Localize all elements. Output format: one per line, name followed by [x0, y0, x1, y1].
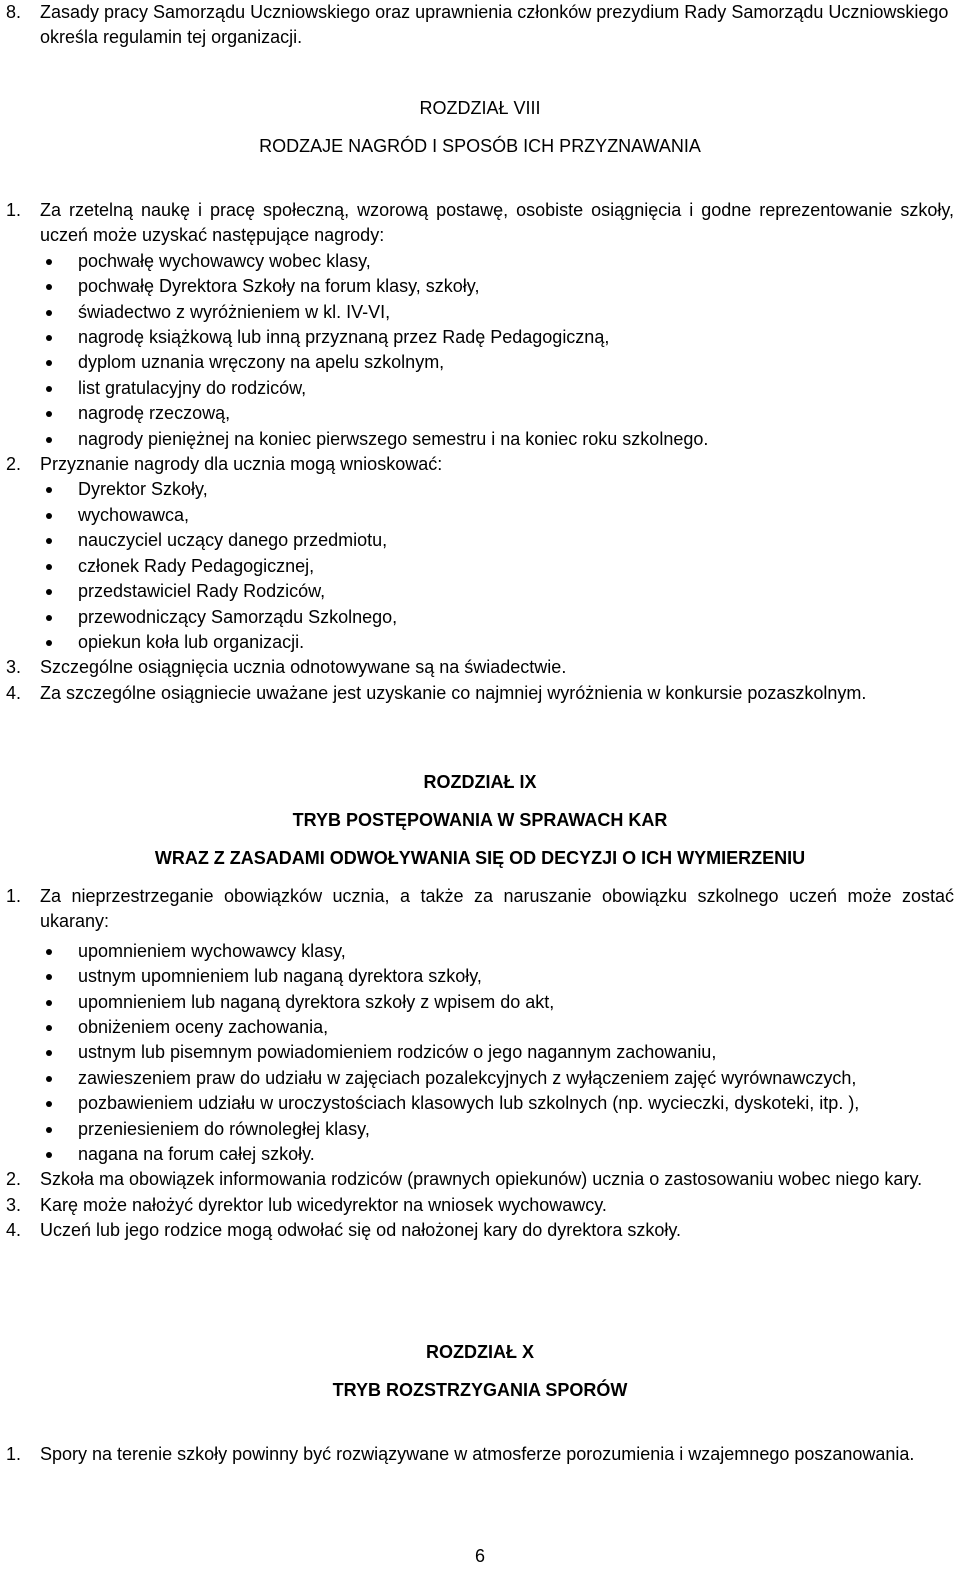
- chapter-8-title: ROZDZIAŁ VIII: [419, 98, 541, 118]
- bullet-item: zawieszeniem praw do udziału w zajęciach pozalekcyjnych z wyłączeniem zajęć wyrównawczych,: [6, 1066, 954, 1091]
- list-item: [6, 655, 954, 680]
- bullet-item: nagana na forum całej szkoły.: [6, 1142, 954, 1167]
- item-text: Za rzetelną naukę i pracę społeczną, wzorową postawę, osobiste osiągnięcia i godne reprezentowanie szkoły, uczeń może uzyskać następujące nagrody:: [40, 200, 954, 246]
- bullet-item: nagrodę książkową lub inną przyznaną przez Radę Pedagogiczną,: [6, 325, 954, 350]
- bullet-item: przewodniczący Samorządu Szkolnego,: [6, 605, 954, 630]
- item-number: 2.: [6, 1169, 22, 1190]
- list-item: [6, 198, 954, 249]
- bullet-item: świadectwo z wyróżnieniem w kl. IV-VI,: [6, 300, 954, 325]
- bullet-item: ustnym upomnieniem lub naganą dyrektora szkoły,: [6, 964, 954, 989]
- item-number: 1.: [6, 1444, 22, 1464]
- list-item: [6, 884, 954, 935]
- item-number: 8.: [6, 2, 22, 22]
- list-item: [6, 452, 954, 477]
- bullet-item: członek Rady Pedagogicznej,: [6, 554, 954, 579]
- list-item: [6, 1167, 954, 1192]
- bullet-item: list gratulacyjny do rodziców,: [6, 376, 954, 401]
- chapter-8-list: [6, 198, 954, 706]
- bullet-list: [6, 249, 954, 452]
- bullet-item: przedstawiciel Rady Rodziców,: [6, 579, 954, 604]
- bullet-item: Dyrektor Szkoły,: [6, 477, 954, 502]
- item-text: Szczególne osiągnięcia ucznia odnotowywane są na świadectwie.: [40, 657, 567, 678]
- item-text: Za szczególne osiągniecie uważane jest uzyskanie co najmniej wyróżnienia w konkursie pozaszkolnym.: [40, 682, 867, 703]
- bullet-list: [6, 939, 954, 1168]
- item-text: Uczeń lub jego rodzice mogą odwołać się od nałożonej kary do dyrektora szkoły.: [40, 1220, 682, 1241]
- item-number: 4.: [6, 1220, 22, 1241]
- bullet-item: nagrody pieniężnej na koniec pierwszego semestru i na koniec roku szkolnego.: [6, 427, 954, 452]
- paragraph-8: [6, 0, 954, 51]
- bullet-item: pochwałę wychowawcy wobec klasy,: [6, 249, 954, 274]
- page-number: 6: [474, 1546, 485, 1566]
- item-text: Za nieprzestrzeganie obowiązków ucznia, a także za naruszanie obowiązku szkolnego uczeń może zostać ukarany:: [40, 886, 954, 932]
- list-item: [6, 681, 954, 706]
- bullet-item: dyplom uznania wręczony na apelu szkolnym,: [6, 350, 954, 375]
- chapter-10-title: ROZDZIAŁ X: [426, 1342, 534, 1362]
- bullet-item: upomnieniem wychowawcy klasy,: [6, 939, 954, 964]
- chapter-9-subtitle-2: WRAZ Z ZASADAMI ODWOŁYWANIA SIĘ OD DECYZJI O ICH WYMIERZENIU: [154, 848, 806, 868]
- item-text: Przyznanie nagrody dla ucznia mogą wnioskować:: [40, 454, 443, 475]
- chapter-9-title: ROZDZIAŁ IX: [423, 772, 537, 792]
- item-number: 1.: [6, 200, 22, 220]
- chapter-9-list: [6, 884, 954, 1244]
- bullet-item: upomnieniem lub naganą dyrektora szkoły z wpisem do akt,: [6, 990, 954, 1015]
- bullet-item: ustnym lub pisemnym powiadomieniem rodziców o jego nagannym zachowaniu,: [6, 1040, 954, 1065]
- chapter-10-list: [6, 1442, 954, 1467]
- bullet-item: nauczyciel uczący danego przedmiotu,: [6, 528, 954, 553]
- list-item: [6, 1218, 954, 1243]
- bullet-item: opiekun koła lub organizacji.: [6, 630, 954, 655]
- bullet-item: pozbawieniem udziału w uroczystościach klasowych lub szkolnych (np. wycieczki, dyskoteki, itp. ),: [6, 1091, 954, 1116]
- item-number: 4.: [6, 682, 22, 703]
- bullet-item: przeniesieniem do równoległej klasy,: [6, 1117, 954, 1142]
- chapter-10-subtitle: TRYB ROZSTRZYGANIA SPORÓW: [332, 1380, 628, 1400]
- chapter-9-subtitle: TRYB POSTĘPOWANIA W SPRAWACH KAR: [292, 810, 668, 830]
- item-text: Szkoła ma obowiązek informowania rodziców (prawnych opiekunów) ucznia o zastosowaniu wobec niego kary.: [40, 1169, 923, 1190]
- bullet-item: nagrodę rzeczową,: [6, 401, 954, 426]
- item-text: Zasady pracy Samorządu Uczniowskiego oraz uprawnienia członków prezydium Rady Samorządu Uczniowskiego określa regulamin tej organizacji.: [40, 2, 949, 48]
- bullet-list: [6, 477, 954, 655]
- list-item: [6, 1442, 954, 1467]
- item-number: 2.: [6, 454, 22, 475]
- list-item: [6, 1193, 954, 1218]
- bullet-item: obniżeniem oceny zachowania,: [6, 1015, 954, 1040]
- bullet-item: pochwałę Dyrektora Szkoły na forum klasy, szkoły,: [6, 274, 954, 299]
- chapter-8-subtitle: RODZAJE NAGRÓD I SPOSÓB ICH PRZYZNAWANIA: [259, 136, 701, 156]
- item-number: 1.: [6, 886, 22, 906]
- item-number: 3.: [6, 657, 22, 678]
- item-number: 3.: [6, 1194, 22, 1215]
- item-text: Spory na terenie szkoły powinny być rozwiązywane w atmosferze porozumienia i wzajemnego poszanowania.: [40, 1444, 915, 1464]
- item-text: Karę może nałożyć dyrektor lub wicedyrektor na wniosek wychowawcy.: [40, 1194, 607, 1215]
- bullet-item: wychowawca,: [6, 503, 954, 528]
